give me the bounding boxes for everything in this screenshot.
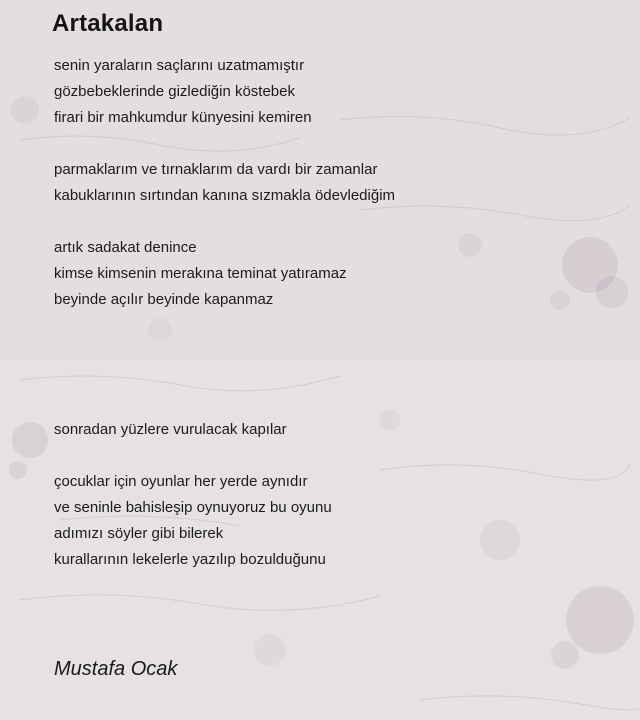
stanza-break xyxy=(54,365,614,391)
poem-line: ve seninle bahisleşip oynuyoruz bu oyunu xyxy=(54,499,332,516)
poem-line: gözbebeklerinde gizlediğin köstebek xyxy=(54,83,295,100)
stanza-break xyxy=(54,391,614,417)
stanza-break xyxy=(54,443,614,469)
stanza-break xyxy=(54,339,614,365)
poem-line: senin yaraların saçlarını uzatmamıştır xyxy=(54,57,305,74)
poem-line: çocuklar için oyunlar her yerde aynıdır xyxy=(54,473,308,490)
stanza xyxy=(54,235,614,313)
poem-line: kabuklarının sırtından kanına sızmakla ödevlediğim xyxy=(54,187,396,204)
poem-body xyxy=(54,53,614,573)
poem-line: parmaklarım ve tırnaklarım da vardı bir zamanlar xyxy=(54,161,378,178)
stanza-break xyxy=(54,313,614,339)
poem-line: firari bir mahkumdur künyesini kemiren xyxy=(54,109,312,126)
stanza xyxy=(54,53,614,131)
poem-line: beyinde açılır beyinde kapanmaz xyxy=(54,291,274,308)
stanza xyxy=(54,157,614,209)
poem-line: sonradan yüzlere vurulacak kapılar xyxy=(54,421,287,438)
poem-author: Mustafa Ocak xyxy=(54,658,178,680)
poem-line: artık sadakat denince xyxy=(54,239,197,256)
stanza-break xyxy=(54,209,614,235)
stanza-break xyxy=(54,131,614,157)
poem-line: kurallarının lekelerle yazılıp bozulduğunu xyxy=(54,551,326,568)
poem-title: Artakalan xyxy=(52,10,164,37)
poem-line: kimse kimsenin merakına teminat yatıramaz xyxy=(54,265,347,282)
poem-line: adımızı söyler gibi bilerek xyxy=(54,525,224,542)
stanza xyxy=(54,417,614,443)
stanza xyxy=(54,469,614,573)
